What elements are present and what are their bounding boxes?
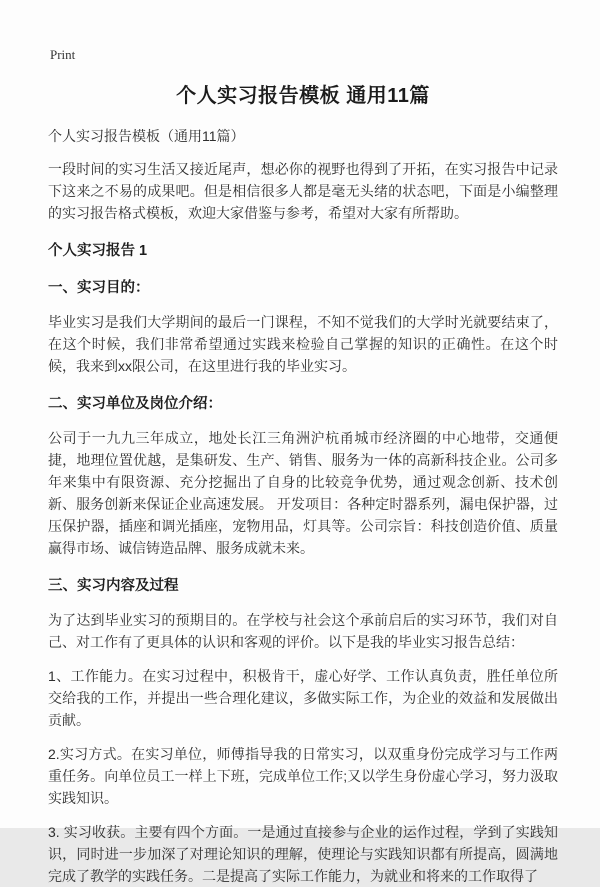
- section-2-paragraph: 公司于一九九三年成立，地处长江三角洲沪杭甬城市经济圈的中心地带，交通便捷，地理位置优越，是集研发、生产、销售、服务为一体的高新科技企业。公司多年来集中有限资源、充分挖掘出了自身的比较竞争优势，通过观念创新、技术创新、服务创新来保证企业高速发展。 开发项目：各种定时器系列，漏电保护器，过压保护器，插座和调光插座，宠物用品，灯具等。公司宗旨：科技创造价值、质量赢得市场、诚信铸造品牌、服务成就未来。: [48, 430, 558, 556]
- section-1-paragraph: 毕业实习是我们大学期间的最后一门课程，不知不觉我们的大学时光就要结束了，在这个时候，我们非常希望通过实践来检验自己掌握的知识的正确性。在这个时候，我来到xx限公司，在这里进行我的毕业实习。: [48, 314, 558, 374]
- section-3-heading: 三、实习内容及过程: [48, 578, 179, 594]
- page-title: 个人实习报告模板 通用11篇: [176, 85, 430, 107]
- document-subtitle: 个人实习报告模板（通用11篇）: [48, 128, 245, 144]
- section-3-paragraph-4: 3. 实习收获。主要有四个方面。一是通过直接参与企业的运作过程，学到了实践知识，同时进一步加深了对理论知识的理解，使理论与实践知识都有所提高，圆满地完成了教学的实践任务。二是提高了实际工作能力，为就业和将来的工作取得了: [48, 824, 558, 884]
- report-1-heading: 个人实习报告 1: [48, 243, 148, 259]
- section-3-paragraph-2: 1、工作能力。在实习过程中，积极肯干，虚心好学、工作认真负责，胜任单位所交给我的工作，并提出一些合理化建议，多做实际工作，为企业的效益和发展做出贡献。: [48, 668, 558, 728]
- section-2-heading: 二、实习单位及岗位介绍：: [48, 396, 222, 412]
- section-1-heading: 一、实习目的：: [48, 280, 150, 296]
- print-link[interactable]: Print: [50, 47, 76, 62]
- intro-paragraph: 一段时间的实习生活又接近尾声，想必你的视野也得到了开拓，在实习报告中记录下这来之不易的成果吧。但是相信很多人都是毫无头绪的状态吧，下面是小编整理的实习报告格式模板，欢迎大家借鉴与参考，希望对大家有所帮助。: [48, 161, 558, 221]
- section-3-paragraph-3: 2.实习方式。在实习单位，师傅指导我的日常实习，以双重身份完成学习与工作两重任务。向单位员工一样上下班，完成单位工作;又以学生身份虚心学习，努力汲取实践知识。: [48, 746, 558, 806]
- section-3-paragraph-1: 为了达到毕业实习的预期目的。在学校与社会这个承前启后的实习环节，我们对自己、对工作有了更具体的认识和客观的评价。以下是我的毕业实习报告总结：: [48, 612, 558, 650]
